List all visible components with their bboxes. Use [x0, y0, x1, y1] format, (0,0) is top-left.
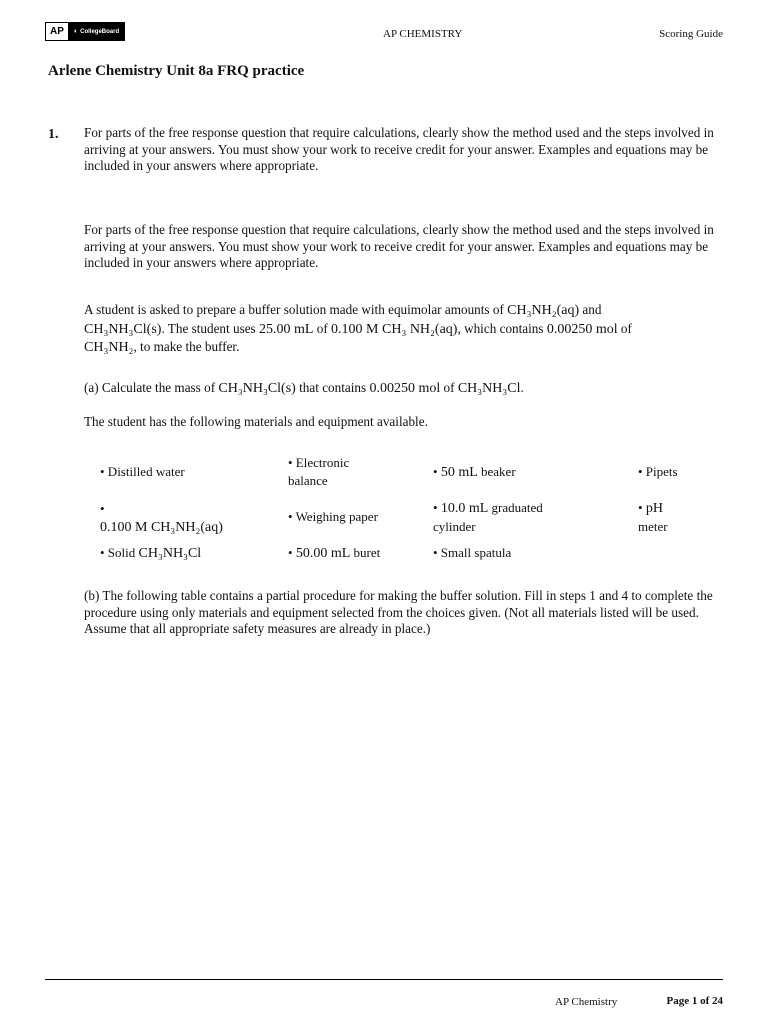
- intro-text: A student is asked to prepare a buffer solution made with equimolar amounts of: [84, 302, 508, 317]
- part-a-text: .: [520, 380, 524, 395]
- instructions-paragraph-2: For parts of the free response question that require calculations, clearly show the method used and the steps involved in arriving at your answers. You must show your work to receive credit for your answer. Examples and equations may be included in your answers where appropriate.: [84, 222, 714, 270]
- header-subject: AP CHEMISTRY: [383, 28, 463, 40]
- page-number: Page 1 of 24: [666, 995, 723, 1007]
- footer-divider: [45, 979, 723, 980]
- part-b-prompt: (b) The following table contains a partial procedure for making the buffer solution. Fill in steps 1 and 4 to complete the procedure using only materials and equipment selected from the choices given. (Not all materials listed will be used. Assume that all appropriate safety measures are already in place.): [84, 588, 713, 636]
- page-title: Arlene Chemistry Unit 8a FRQ practice: [48, 63, 305, 79]
- part-a-prompt: [84, 380, 716, 398]
- material-small-spatula: • Small spatula: [433, 545, 512, 560]
- material-ph-meter: [638, 499, 668, 536]
- material-text: •: [433, 500, 441, 515]
- part-a-formula: 0.00250 mol: [369, 381, 441, 396]
- intro-formula: CH₃NH₂: [84, 340, 134, 355]
- materials-intro: The student has the following materials and equipment available.: [84, 414, 428, 429]
- intro-formula: CH₃NH₂(aq): [507, 303, 580, 318]
- material-text: graduated: [488, 500, 543, 515]
- intro-formula: 0.100 M CH₃ NH₂(aq): [331, 321, 458, 337]
- material-formula: 0.100 M CH₃NH₂(aq): [100, 520, 223, 535]
- material-text: balance: [288, 473, 328, 488]
- ap-logo-mark: AP: [46, 23, 69, 40]
- material-bullet: •: [100, 501, 105, 516]
- material-formula: 50.00 mL: [295, 546, 351, 561]
- material-electronic-balance: [288, 454, 349, 490]
- material-text: • Electronic: [288, 455, 350, 470]
- intro-text: and: [579, 302, 602, 317]
- intro-formula: CH₃NH₃Cl(s): [84, 321, 162, 337]
- material-solid-salt: [100, 544, 201, 563]
- material-buret: [288, 544, 380, 563]
- material-graduated-cylinder: [433, 499, 543, 536]
- material-weighing-paper: • Weighing paper: [288, 509, 378, 524]
- material-beaker: [433, 463, 516, 482]
- material-text: • Solid: [100, 545, 139, 560]
- part-a-text: of: [440, 380, 458, 395]
- material-formula: CH₃NH₃Cl: [138, 546, 202, 561]
- part-a-text: that contains: [295, 380, 370, 395]
- ap-collegeboard-logo: [45, 22, 125, 41]
- header-guide-label: Scoring Guide: [659, 28, 723, 40]
- part-a-formula: CH₃NH₃Cl(s): [218, 381, 296, 396]
- material-text: beaker: [477, 464, 516, 479]
- intro-text: of: [617, 320, 632, 336]
- collegeboard-text: CollegeBoard: [80, 28, 120, 35]
- material-text: •: [288, 545, 296, 560]
- material-distilled-water: • Distilled water: [100, 464, 185, 479]
- intro-text: , which contains: [457, 320, 547, 336]
- question-number: 1.: [48, 127, 59, 142]
- collegeboard-logo-mark: [69, 23, 124, 40]
- material-text: cylinder: [433, 519, 476, 534]
- material-formula: pH: [645, 501, 663, 516]
- instructions-paragraph-1: For parts of the free response question that require calculations, clearly show the method used and the steps involved in arriving at your answers. You must show your work to receive credit for your answer. Examples and equations may be included in your answers where appropriate.: [84, 125, 714, 173]
- acorn-icon: ◐: [73, 28, 79, 35]
- part-a-text: (a) Calculate the mass of: [84, 380, 219, 395]
- intro-text: of: [313, 320, 332, 336]
- material-methylamine-solution: [100, 500, 223, 537]
- footer-subject: AP Chemistry: [555, 996, 618, 1008]
- intro-text: . The student uses: [161, 320, 259, 336]
- intro-formula: 25.00 mL: [259, 321, 314, 337]
- material-formula: 10.0 mL: [440, 501, 489, 516]
- material-text: buret: [350, 545, 381, 560]
- material-formula: 50 mL: [440, 465, 478, 480]
- intro-text: , to make the buffer.: [133, 339, 240, 354]
- intro-formula: 0.00250 mol: [546, 321, 618, 337]
- intro-paragraph: [84, 301, 716, 357]
- material-text: •: [433, 464, 441, 479]
- material-text: meter: [638, 519, 668, 534]
- material-text: •: [638, 500, 646, 515]
- material-pipets: • Pipets: [638, 464, 678, 479]
- part-a-formula: CH₃NH₃Cl: [457, 381, 521, 396]
